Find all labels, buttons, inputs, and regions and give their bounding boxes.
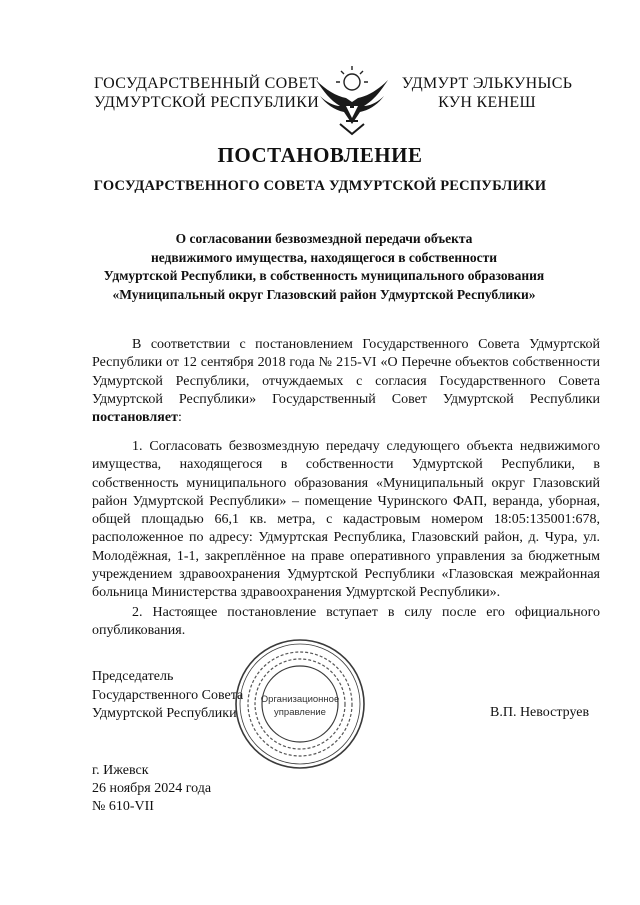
footer-city: г. Ижевск bbox=[92, 763, 149, 778]
signatory-name: В.П. Невоструев bbox=[490, 705, 590, 720]
subject-line2: недвижимого имущества, находящегося в собственности bbox=[150, 249, 498, 265]
stamp-center-line1: Организационное bbox=[260, 694, 340, 705]
document-subtitle: ГОСУДАРСТВЕННОГО СОВЕТА УДМУРТСКОЙ РЕСПУБЛИКИ bbox=[93, 178, 547, 194]
header-left-line1: ГОСУДАРСТВЕННЫЙ СОВЕТ bbox=[94, 75, 319, 92]
signature-line1: Председатель bbox=[92, 669, 174, 684]
header-left bbox=[94, 74, 320, 112]
footer-date: 26 ноября 2024 года bbox=[92, 781, 212, 796]
subject-line1: О согласовании безвозмездной передачи объекта bbox=[175, 231, 473, 246]
signature-block bbox=[92, 668, 243, 724]
header-right bbox=[398, 74, 576, 112]
header-right-line1: УДМУРТ ЭЛЬКУНЫСЬ bbox=[401, 75, 573, 92]
signature-line3: Удмуртской Республики bbox=[92, 706, 237, 721]
header-right-line2: КУН КЕНЕШ bbox=[438, 94, 536, 111]
coat-of-arms-icon bbox=[310, 62, 394, 138]
footer-number: № 610-VII bbox=[92, 799, 154, 814]
document-title: ПОСТАНОВЛЕНИЕ bbox=[217, 143, 423, 167]
clause-2: 2. Настоящее постановление вступает в силу после его официального опубликования. bbox=[92, 605, 600, 639]
official-stamp-icon bbox=[232, 636, 368, 772]
clause-1: 1. Согласовать безвозмездную передачу следующего объекта недвижимого имущества, находящегося в собственности Удмуртской Республики, в собственность муниципального образования «Муниципальный округ Глазовский район Удмуртской Республики» – помещение Чуринского ФАП, веранда, уборная, общей площадью 66,1 кв. метра, с кадастровым номером 18:05:135001:678, расположенное по адресу: Удмуртская Республика, Глазовский район, д. Чура, ул. Молодёжная, 1-1, закреплённое на праве оперативного управления за бюджетным учреждением здравоохранения Удмуртской Республики «Глазовская межрайонная больница Министерства здравоохранения Удмуртской Республики». bbox=[92, 439, 600, 601]
preamble-emphasis: постановляет bbox=[92, 410, 178, 426]
header-left-line2: УДМУРТСКОЙ РЕСПУБЛИКИ bbox=[94, 94, 320, 111]
document-footer bbox=[92, 762, 211, 816]
document-subject bbox=[80, 230, 568, 304]
preamble-paragraph bbox=[92, 336, 600, 427]
preamble-end: : bbox=[177, 410, 182, 426]
subject-line3: Удмуртской Республики, в собственность муниципального образования bbox=[103, 268, 545, 283]
preamble-text: В соответствии с постановлением Государственного Совета Удмуртской Республики от 12 сентября 2018 года № 215-VI «О Перечне объектов собственности Удмуртской Республики, отчуждаемых с согласия Государственного Совета Удмуртской Республики» Государственный Совет Удмуртской Республики bbox=[92, 337, 600, 407]
clause-1-paragraph bbox=[92, 438, 600, 603]
signature-line2: Государственного Совета bbox=[92, 687, 244, 703]
stamp-center-line2: управление bbox=[274, 707, 326, 718]
subject-line4: «Муниципальный округ Глазовский район Удмуртской Республики» bbox=[112, 286, 536, 302]
